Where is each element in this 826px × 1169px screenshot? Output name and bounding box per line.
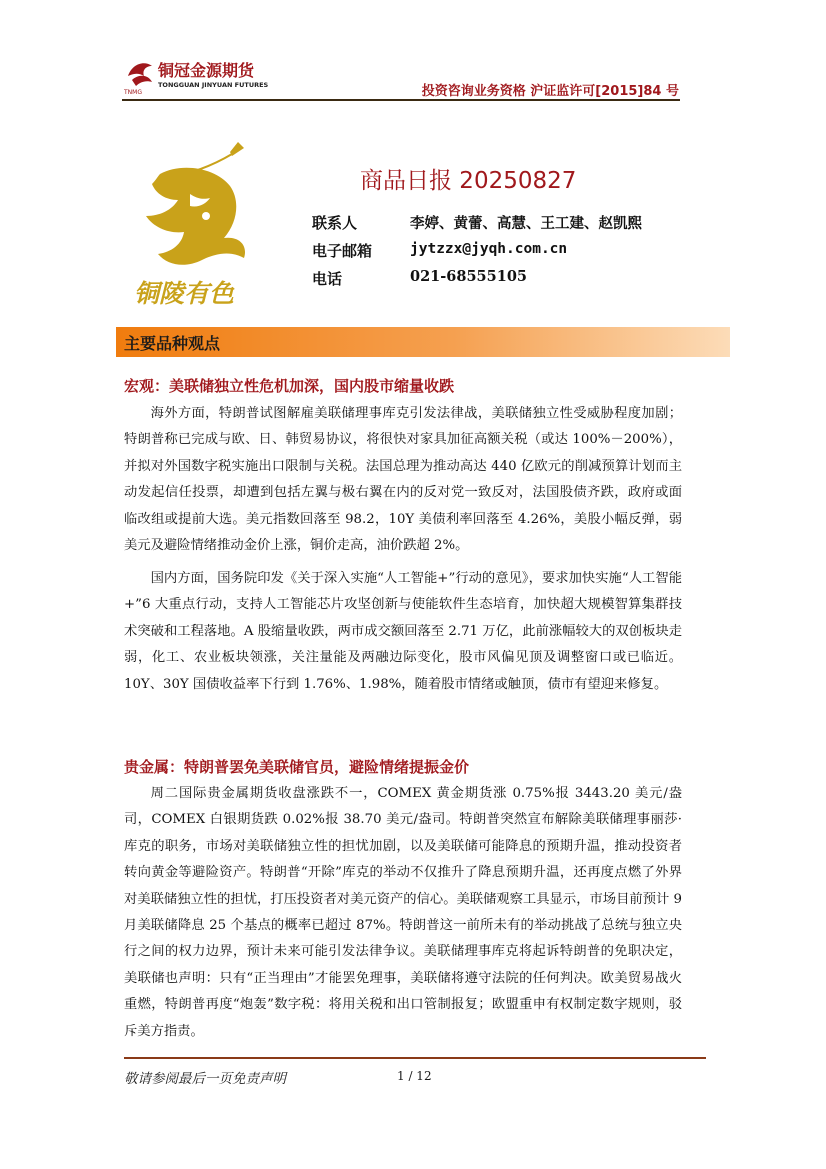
precious-paragraph: 周二国际贵金属期货收盘涨跌不一，COMEX 黄金期货涨 0.75%报 3443.20 美元/盎司，COMEX 白银期货跌 0.02%报 38.70 美元/盎司。特朗普突然宣布解除美联储理事丽莎·库克的职务，市场对美联储独立性的担忧加剧，以及美联储可能降息的预期升温，推动投资者转向黄金等避险资产。特朗普“开除”库克的举动不仅推升了降息预期升温，还再度点燃了外界对美联储独立性的担忧，打压投资者对美元资产的信心。美联储观察工具显示，市场目前预计 9 月美联储降息 25 个基点的概率已超过 87%。特朗普这一前所未有的举动挑战了总统与独立央行之间的权力边界，预计未来可能引发法律争议。美联储理事库克将起诉特朗普的免职决定，美联储也声明：只有“正当理由”才能罢免理事，美联储将遵守法院的任何判决。欧美贸易战火重燃，特朗普再度“炮轰”数字税：将用关税和出口管制报复；欧盟重申有权制定数字规则，驳斥美方指责。 [124, 786, 682, 1039]
email-label: 电子邮箱 [312, 242, 373, 260]
logo-abbr: TNMG [124, 89, 142, 96]
report-title: 商品日报 20250827 [360, 168, 577, 194]
company-name-cn: 铜冠金源期货 [158, 61, 255, 80]
company-logo [122, 54, 272, 96]
contact-person-value: 李婷、黄蕾、高慧、王工建、赵凯熙 [410, 215, 642, 232]
emblem-calligraphy: 铜陵有色 [134, 279, 235, 308]
license-text: 投资咨询业务资格 沪证监许可[2015]84 号 [421, 84, 679, 99]
footer-divider [124, 1057, 706, 1059]
macro-paragraph-domestic: 国内方面，国务院印发《关于深入实施“人工智能+”行动的意见》，要求加快实施“人工智能+”6 大重点行动，支持人工智能芯片攻坚创新与使能软件生态培育，加快超大规模智算集群技术突破和工程落地。A 股缩量收跌，两市成交额回落至 2.71 万亿，此前涨幅较大的双创板块走弱，化工、农业板块领涨，关注量能及两融边际变化，股市风偏见顶及调整窗口或已临近。10Y、30Y 国债收益率下行到 1.76%、1.98%，随着股市情绪或触顶，债市有望迎来修复。 [124, 571, 682, 692]
emblem [120, 138, 270, 316]
email-value[interactable]: jytzzx@jyqh.com.cn [410, 241, 568, 257]
macro-heading: 宏观：美联储独立性危机加深，国内股市缩量收跌 [124, 377, 455, 395]
disclaimer-note: 敬请参阅最后一页免责声明 [124, 1071, 286, 1087]
section-title: 主要品种观点 [124, 334, 221, 353]
phone-label: 电话 [312, 270, 343, 288]
contact-person-label: 联系人 [312, 214, 358, 232]
precious-heading: 贵金属：特朗普罢免美联储官员，避险情绪提振金价 [124, 758, 470, 776]
phone-value: 021-68555105 [410, 268, 527, 285]
macro-paragraph-overseas: 海外方面，特朗普试图解雇美联储理事库克引发法律战，美联储独立性受威胁程度加剧；特朗普称已完成与欧、日、韩贸易协议，将很快对家具加征高额关税（或达 100%－200%），并拟对外国数字税实施出口限制与关税。法国总理为推动高达 440 亿欧元的削减预算计划而主动发起信任投票，却遭到包括左翼与极右翼在内的反对党一致反对，法国股债齐跌，政府或面临改组或提前大选。美元指数回落至 98.2，10Y 美债利率回落至 4.26%，美股小幅反弹，弱美元及避险情绪推动金价上涨，铜价走高，油价跌超 2%。 [124, 406, 682, 554]
tongling-emblem-icon [120, 138, 270, 316]
page-number: 1 / 12 [397, 1069, 432, 1083]
header-divider [122, 99, 680, 101]
company-name-en: TONGGUAN JINYUAN FUTURES [158, 81, 269, 89]
